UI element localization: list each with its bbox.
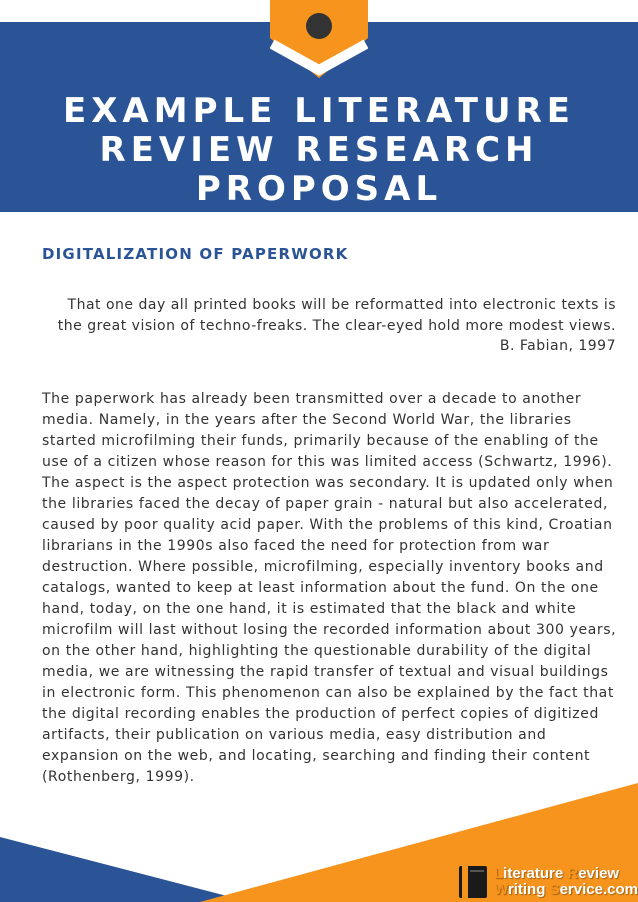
quote-attribution: B. Fabian, 1997 bbox=[499, 338, 616, 354]
book-icon bbox=[458, 865, 488, 899]
body-paragraph: The paperwork has already been transmitted over a decade to another media. Namely, in the years after the Second World War, the libraries started microfilming their funds, primarily because of the enabling of the use of a citizen whose reason for this was limited access (Schwartz, 1996). The aspect is the aspect protection was secondary. It is updated only when the libraries faced the decay of paper grain - natural but also accelerated, caused by poor quality acid paper. With the problems of this kind, Croatian librarians in the 1990s also faced the need for protection from war destruction. Where possible, microfilming, especially inventory books and catalogs, wanted to keep at least information about the fund. On the one hand, today, on the one hand, it is estimated that the black and white microfilm will last without losing the recorded information about 300 years, on the other hand, highlighting the questionable durability of the digital media, we are witnessing the rapid transfer of textual and visual buildings in electronic form. This phenomenon can also be explained by the fact that the digital recording enables the production of perfect copies of digitized artifacts, their publication on various media, easy distribution and expansion on the web, and locating, searching and finding their content (Rothenberg, 1999). bbox=[42, 391, 617, 785]
brand-name bbox=[494, 866, 638, 898]
quote-text: That one day all printed books will be reformatted into electronic texts is the great vision of techno-freaks. The clear-eyed hold more modest views. bbox=[57, 297, 616, 334]
brand-logo[interactable] bbox=[458, 864, 638, 900]
page-title: EXAMPLE LITERATURE REVIEW RESEARCH PROPOSAL bbox=[62, 91, 576, 209]
section-heading: DIGITALIZATION OF PAPERWORK bbox=[42, 245, 349, 263]
dot-icon bbox=[306, 13, 332, 39]
brand-line-1: Literature Review bbox=[494, 865, 620, 882]
brand-line-2: Writing Service.com bbox=[494, 881, 638, 898]
header-tab-badge bbox=[270, 0, 368, 78]
epigraph-quote bbox=[42, 295, 616, 357]
